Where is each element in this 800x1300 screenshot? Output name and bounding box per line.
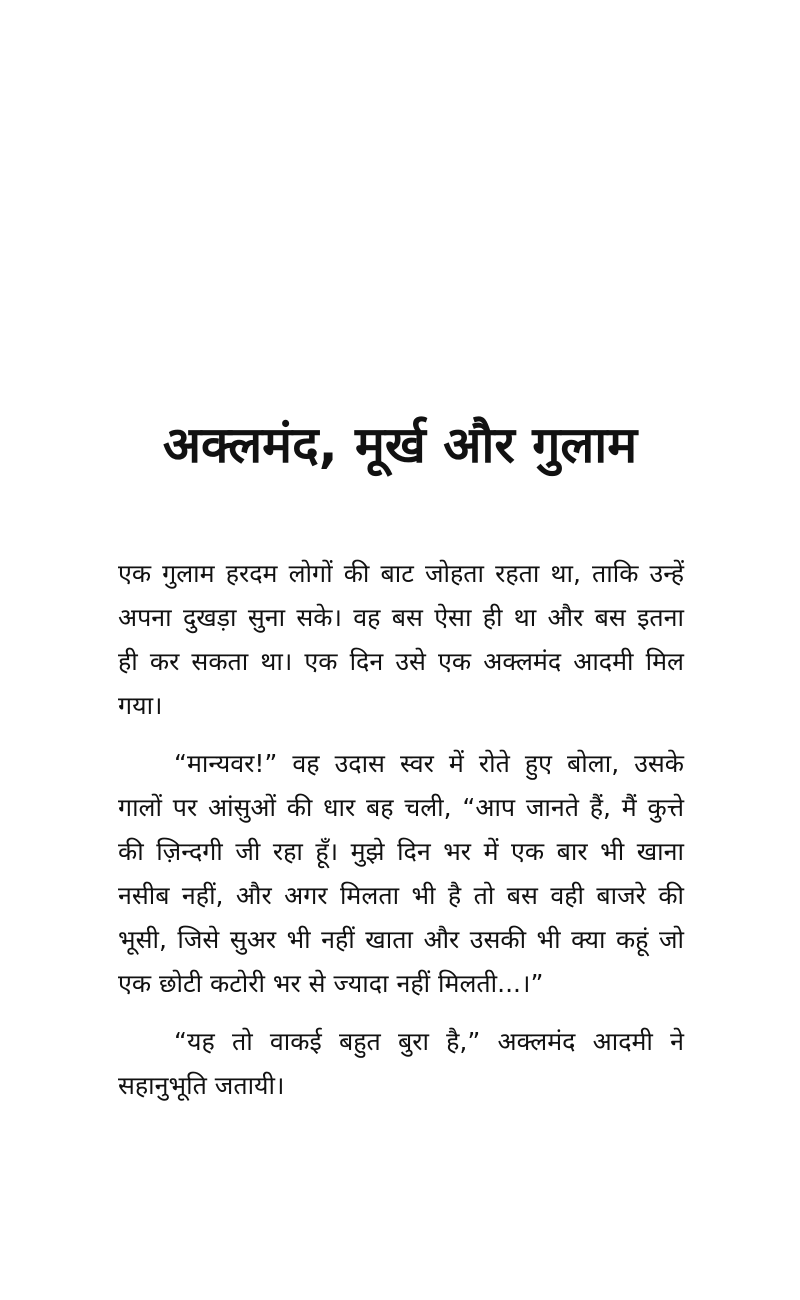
text-line: की ज़िन्दगी जी रहा हूँ। मुझे दिन भर में एक बार भी खाना (118, 837, 684, 866)
paragraph-1 (118, 552, 684, 728)
text-line: “मान्यवर!” वह उदास स्वर में रोते हुए बोला, उसके (174, 749, 684, 778)
chapter-title: अक्लमंद, मूर्ख और गुलाम (162, 416, 638, 474)
text-line: सहानुभूति जतायी। (118, 1071, 285, 1100)
paragraph-2 (118, 742, 684, 1006)
text-line: एक गुलाम हरदम लोगों की बाट जोहता रहता था, ताकि उन्हें (118, 559, 684, 588)
paragraph-3 (118, 1020, 684, 1108)
text-line: नसीब नहीं, और अगर मिलता भी है तो बस वही बाजरे की (118, 881, 684, 910)
text-line: “यह तो वाकई बहुत बुरा है,” अक्लमंद आदमी ने (174, 1027, 684, 1056)
text-line: अपना दुखड़ा सुना सके। वह बस ऐसा ही था और बस इतना (118, 603, 684, 632)
chapter-body (118, 552, 684, 1122)
text-line: गया। (118, 691, 163, 720)
text-line: ही कर सकता था। एक दिन उसे एक अक्लमंद आदमी मिल (118, 647, 684, 676)
text-line: एक छोटी कटोरी भर से ज्यादा नहीं मिलती...।” (118, 969, 544, 998)
text-line: गालों पर आंसुओं की धार बह चली, “आप जानते हैं, मैं कुत्ते (118, 793, 684, 822)
text-line: भूसी, जिसे सुअर भी नहीं खाता और उसकी भी क्या कहूं जो (118, 925, 684, 954)
